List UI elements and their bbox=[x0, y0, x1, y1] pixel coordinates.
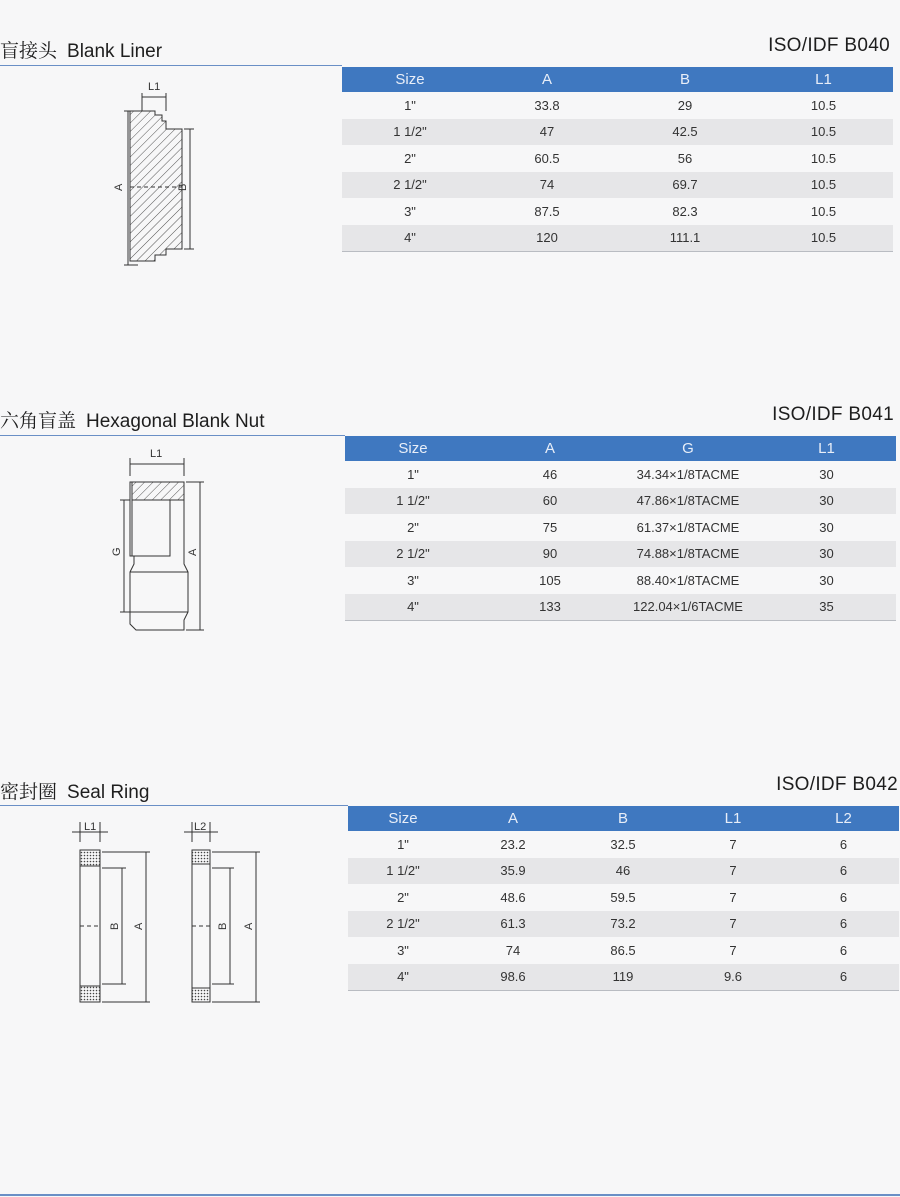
cell: 122.04×1/6TACME bbox=[619, 594, 757, 621]
cell: 120 bbox=[478, 225, 616, 252]
cell: 3" bbox=[407, 572, 419, 588]
col-header-size: Size bbox=[345, 436, 481, 461]
cell: 30 bbox=[819, 466, 834, 482]
cell: 46 bbox=[542, 466, 558, 482]
cell: 2 1/2" bbox=[345, 541, 481, 568]
cell: 2 1/2" bbox=[348, 911, 458, 938]
cell: 88.40×1/8TACME bbox=[636, 572, 740, 588]
cell: 74.88×1/8TACME bbox=[619, 541, 757, 568]
cell: 90 bbox=[481, 541, 619, 568]
cell: 35.9 bbox=[458, 858, 568, 885]
cell: 47.86×1/8TACME bbox=[619, 488, 757, 515]
cell: 10.5 bbox=[754, 119, 893, 146]
label-l1: L1 bbox=[84, 821, 97, 833]
table-row bbox=[348, 858, 899, 885]
col-header-size: Size bbox=[348, 806, 458, 831]
cell: 6 bbox=[839, 889, 848, 905]
seal-ring-drawing bbox=[50, 812, 310, 1012]
label-g: G bbox=[111, 547, 123, 556]
table-row bbox=[348, 884, 899, 911]
cell: 29 bbox=[677, 97, 693, 113]
label-b: B bbox=[177, 183, 189, 191]
label-b: B bbox=[109, 922, 121, 930]
cell: 1 1/2" bbox=[345, 488, 481, 515]
cell: 6 bbox=[788, 964, 899, 991]
title-en: Blank Liner bbox=[67, 41, 163, 62]
cell: 87.5 bbox=[534, 203, 560, 219]
cell: 1 1/2" bbox=[342, 119, 478, 146]
section-divider bbox=[0, 805, 348, 806]
cell: 119 bbox=[568, 964, 678, 991]
standard-code: ISO/IDF B041 bbox=[772, 404, 894, 425]
cell: 105 bbox=[539, 572, 561, 588]
label-a: A bbox=[133, 922, 145, 930]
standard-code: ISO/IDF B042 bbox=[776, 774, 898, 795]
cell: 10.5 bbox=[810, 97, 837, 113]
cell: 4" bbox=[345, 594, 481, 621]
title-cn: 六角盲盖 bbox=[0, 411, 77, 432]
cell: 73.2 bbox=[568, 911, 678, 938]
cell: 6 bbox=[788, 911, 899, 938]
label-a-right: A bbox=[243, 922, 255, 930]
cell: 2" bbox=[397, 889, 409, 905]
cell: 30 bbox=[819, 519, 834, 535]
cell: 10.5 bbox=[810, 203, 837, 219]
label-a: A bbox=[113, 183, 125, 191]
label-l2: L2 bbox=[194, 821, 207, 833]
cell: 69.7 bbox=[616, 172, 754, 199]
col-header-g: G bbox=[619, 436, 757, 461]
table-row bbox=[348, 937, 899, 964]
cell: 23.2 bbox=[500, 836, 526, 852]
cell: 1" bbox=[397, 836, 409, 852]
page-bottom-rule bbox=[0, 1194, 900, 1196]
cell: 61.3 bbox=[458, 911, 568, 938]
col-header-l1: L1 bbox=[678, 806, 788, 831]
table-row bbox=[348, 831, 899, 858]
cell: 1" bbox=[404, 97, 416, 113]
cell: 7 bbox=[729, 889, 737, 905]
cell: 4" bbox=[348, 964, 458, 991]
col-header-size: Size bbox=[342, 67, 478, 92]
cell: 6 bbox=[839, 942, 848, 958]
cell: 61.37×1/8TACME bbox=[636, 519, 740, 535]
label-l1: L1 bbox=[148, 81, 161, 93]
cell: 6 bbox=[788, 858, 899, 885]
col-header-l2: L2 bbox=[788, 806, 899, 831]
label-l1: L1 bbox=[150, 448, 163, 460]
cell: 75 bbox=[542, 519, 558, 535]
col-header-a: A bbox=[458, 806, 568, 831]
cell: 33.8 bbox=[534, 97, 560, 113]
cell: 42.5 bbox=[616, 119, 754, 146]
cell: 9.6 bbox=[678, 964, 788, 991]
cell: 3" bbox=[404, 203, 416, 219]
cell: 98.6 bbox=[458, 964, 568, 991]
label-a: A bbox=[187, 548, 199, 556]
title-en: Seal Ring bbox=[67, 782, 150, 803]
title-cn: 密封圈 bbox=[0, 782, 58, 803]
cell: 1 1/2" bbox=[348, 858, 458, 885]
cell: 30 bbox=[757, 541, 896, 568]
standard-code: ISO/IDF B040 bbox=[768, 35, 890, 56]
cell: 46 bbox=[568, 858, 678, 885]
table-row bbox=[348, 964, 899, 991]
table-row bbox=[348, 911, 899, 938]
cell: 48.6 bbox=[500, 889, 526, 905]
col-header-l1: L1 bbox=[757, 436, 896, 461]
cell: 7 bbox=[678, 911, 788, 938]
cell: 133 bbox=[481, 594, 619, 621]
cell: 7 bbox=[729, 942, 737, 958]
cell: 3" bbox=[397, 942, 409, 958]
col-header-a: A bbox=[478, 67, 616, 92]
cell: 59.5 bbox=[610, 889, 636, 905]
cell: 74 bbox=[505, 942, 521, 958]
cell: 47 bbox=[478, 119, 616, 146]
cell: 2" bbox=[404, 150, 416, 166]
spec-table-b042 bbox=[348, 806, 899, 991]
cell: 4" bbox=[342, 225, 478, 252]
title-en: Hexagonal Blank Nut bbox=[86, 411, 265, 432]
table-header-row bbox=[348, 806, 899, 831]
cell: 1" bbox=[407, 466, 419, 482]
cell: 82.3 bbox=[672, 203, 698, 219]
col-header-l1: L1 bbox=[754, 67, 893, 92]
cell: 6 bbox=[839, 836, 848, 852]
cell: 56 bbox=[677, 150, 693, 166]
cell: 10.5 bbox=[810, 150, 837, 166]
cell: 32.5 bbox=[610, 836, 636, 852]
cell: 60 bbox=[481, 488, 619, 515]
cell: 7 bbox=[729, 836, 737, 852]
col-header-b: B bbox=[616, 67, 754, 92]
section-title bbox=[0, 777, 149, 804]
cell: 35 bbox=[757, 594, 896, 621]
title-cn: 盲接头 bbox=[0, 41, 58, 62]
cell: 2 1/2" bbox=[342, 172, 478, 199]
cell: 7 bbox=[678, 858, 788, 885]
cell: 86.5 bbox=[610, 942, 636, 958]
cell: 2" bbox=[407, 519, 419, 535]
cell: 34.34×1/8TACME bbox=[636, 466, 740, 482]
cell: 60.5 bbox=[534, 150, 560, 166]
cell: 30 bbox=[819, 572, 834, 588]
col-header-a: A bbox=[481, 436, 619, 461]
cell: 10.5 bbox=[754, 225, 893, 252]
label-b-right: B bbox=[217, 922, 229, 930]
cell: 74 bbox=[478, 172, 616, 199]
cell: 111.1 bbox=[616, 225, 754, 252]
cell: 10.5 bbox=[754, 172, 893, 199]
col-header-b: B bbox=[568, 806, 678, 831]
cell: 30 bbox=[757, 488, 896, 515]
